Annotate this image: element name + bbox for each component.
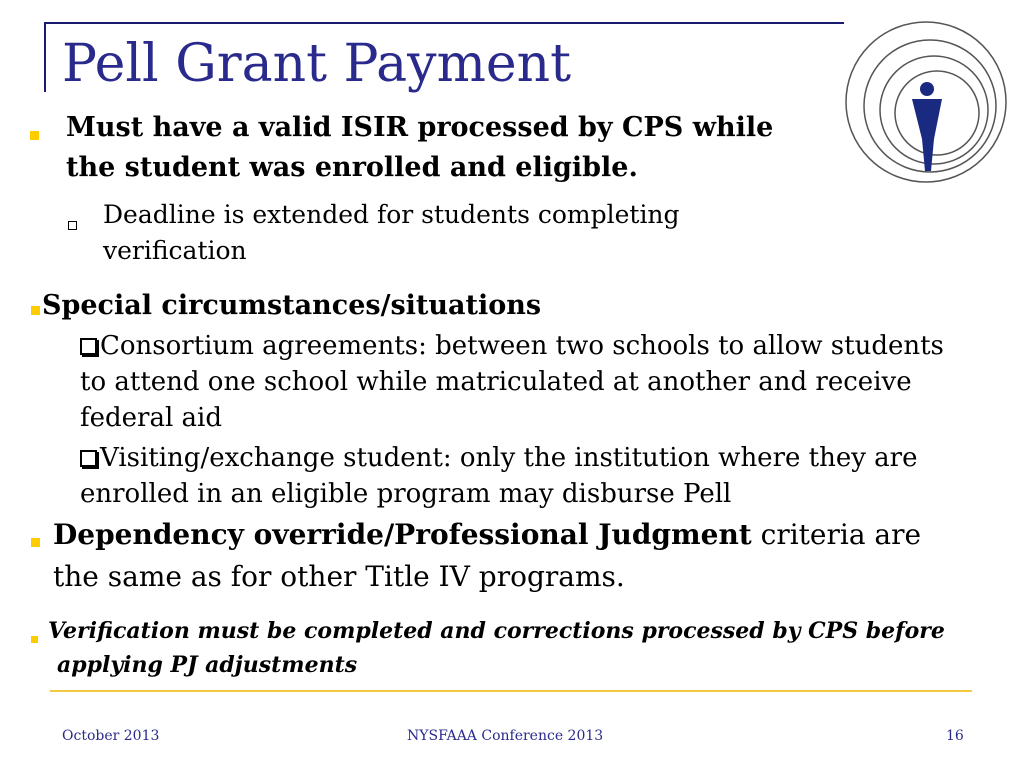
- bullet-marker: [31, 300, 40, 319]
- bullet-1-line-1: Must have a valid ISIR processed by CPS while: [66, 112, 774, 143]
- sub-bullet-2-2-line-2: enrolled in an eligible program may disburse Pell: [80, 479, 732, 509]
- checkbox-bullet-icon: [80, 338, 97, 355]
- title-frame-left-rule: [44, 22, 46, 92]
- bullet-3-line-1: Dependency override/Professional Judgment criteria are: [53, 518, 922, 551]
- footer-conference: NYSFAAA Conference 2013: [407, 728, 604, 744]
- footer-rule: [50, 690, 972, 692]
- bullet-4-line-1: Verification must be completed and corrections processed by CPS before: [48, 618, 945, 644]
- sub-bullet-2-1-line-2: to attend one school while matriculated at another and receive: [80, 367, 912, 397]
- bullet-marker: [31, 628, 38, 647]
- bullet-1-line-2: the student was enrolled and eligible.: [66, 152, 638, 183]
- bullet-4-line-2: applying PJ adjustments: [57, 652, 358, 678]
- title-frame-top-rule: [44, 22, 844, 24]
- sub-bullet-2-2-line-1: Visiting/exchange student: only the institution where they are: [80, 443, 918, 474]
- bullet-3-line-2: the same as for other Title IV programs.: [53, 560, 625, 593]
- checkbox-bullet-icon: [80, 450, 97, 467]
- bullet-marker: [30, 125, 39, 144]
- sub-bullet-2-1-line-3: federal aid: [80, 403, 223, 433]
- sub-bullet-2-1-line-1: Consortium agreements: between two schools to allow students: [80, 331, 944, 362]
- sub-bullet-1-line-1: Deadline is extended for students completing: [103, 200, 680, 229]
- sub-bullet-marker: [68, 215, 77, 234]
- bullet-2: Special circumstances/situations: [42, 290, 542, 321]
- slide-title: Pell Grant Payment: [62, 34, 572, 94]
- footer-page-number: 16: [946, 728, 964, 744]
- bullet-marker: [31, 532, 40, 551]
- sub-bullet-1-line-2: verification: [103, 236, 247, 265]
- concentric-circles-person-logo-icon: [838, 14, 1018, 194]
- footer-date: October 2013: [62, 728, 160, 744]
